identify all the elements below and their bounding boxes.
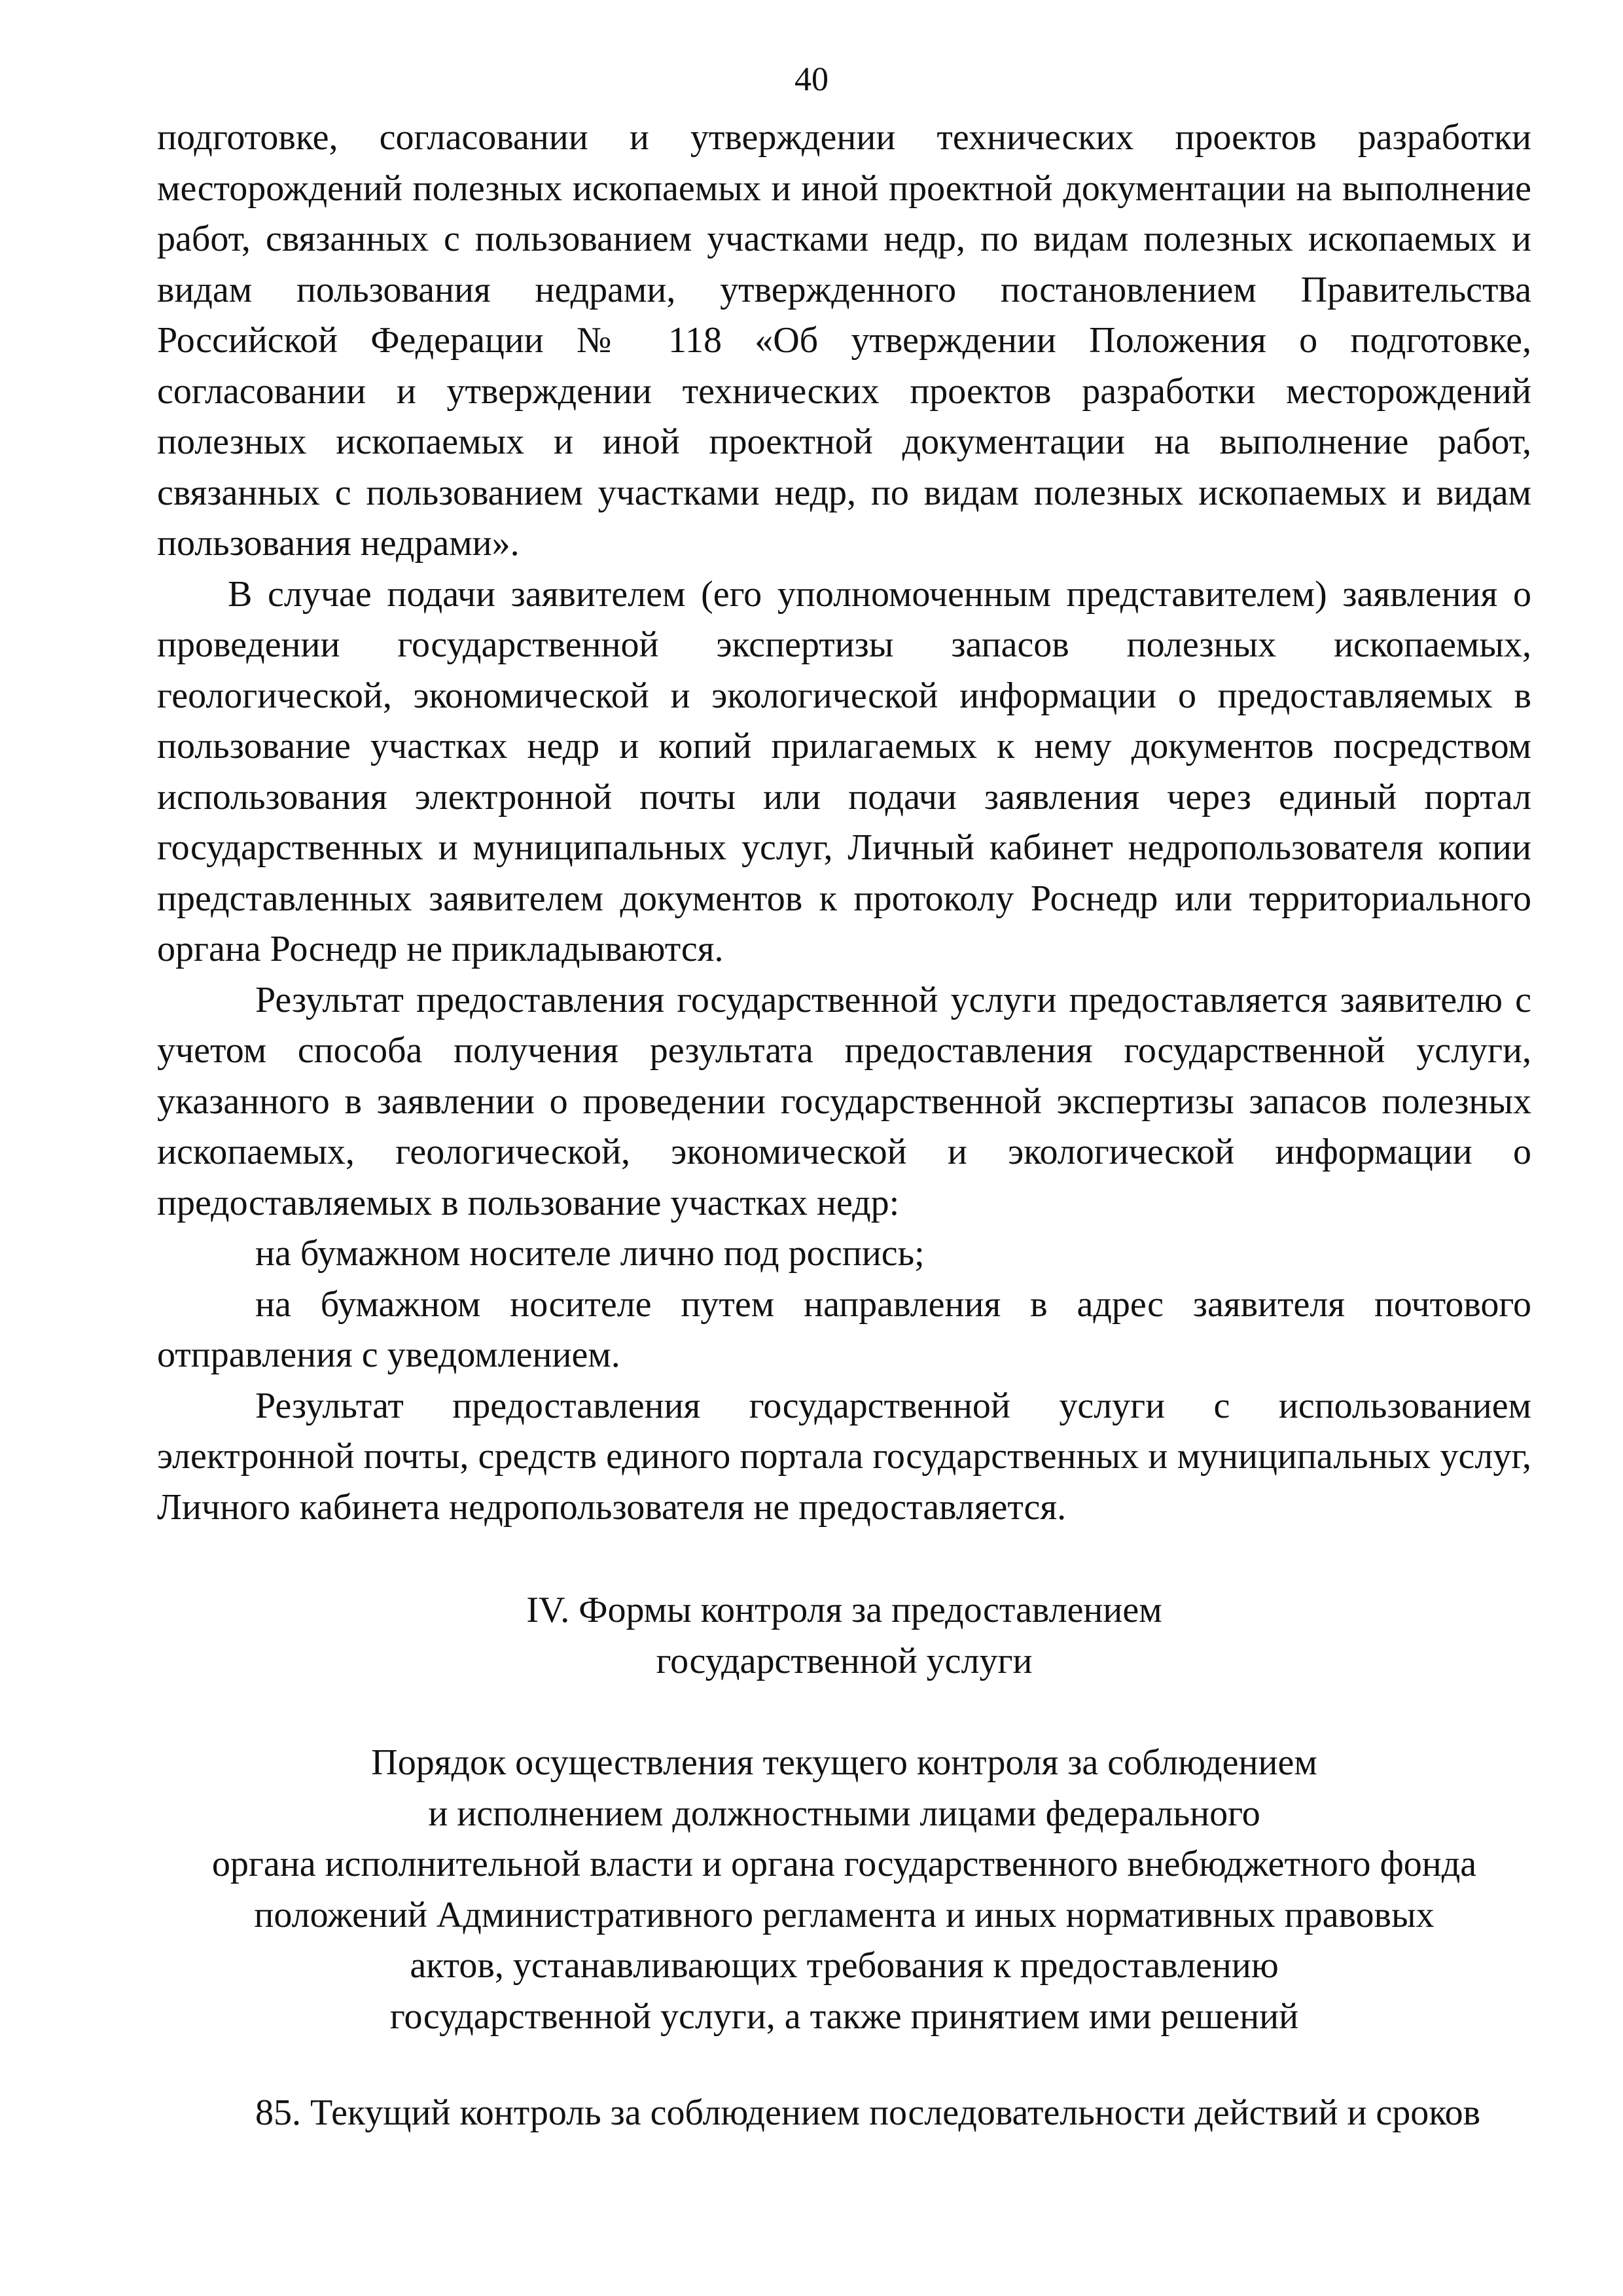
subsection-title-line-6: государственной услуги, а также принятием ими решений bbox=[389, 1996, 1299, 2037]
paragraph-result-delivery: Результат предоставления государственной услуги предоставляется заявителю с учетом способа получения результата предоставления государственной услуги, указанного в заявлении о проведении государственной экспертизы запасов полезных ископаемых, геологической, экономической и экологической информации о предоставляемых в пользование участках недр: bbox=[157, 979, 1531, 1223]
paragraph-no-electronic-result: Результат предоставления государственной услуги с использованием электронной почты, средств единого портала государственных и муниципальных услуг, Личного кабинета недропользователя не предоставляется. bbox=[157, 1385, 1531, 1528]
list-item-paper-in-person: на бумажном носителе лично под роспись; bbox=[255, 1233, 925, 1274]
subsection-title-line-3: органа исполнительной власти и органа государственного внебюджетного фонда bbox=[211, 1844, 1477, 1884]
list-item-paper-by-mail: на бумажном носителе путем направления в адрес заявителя почтового отправления с уведомлением. bbox=[157, 1283, 1531, 1375]
subsection-title-line-4: положений Административного регламента и иных нормативных правовых bbox=[254, 1894, 1435, 1935]
subsection-title-line-2: и исполнением должностными лицами федерального bbox=[428, 1793, 1260, 1834]
subsection-title-line-5: актов, устанавливающих требования к предоставлению bbox=[410, 1945, 1279, 1986]
paragraph-continuation: подготовке, согласовании и утверждении технических проектов разработки месторождений полезных ископаемых и иной проектной документации на выполнение работ, связанных с пользованием участками недр, по видам полезных ископаемых и видам пользования недрами, утвержденного постановлением Правительства Российской Федерации № 118 «Об утверждении Положения о подготовке, согласовании и утверждении технических проектов разработки месторождений полезных ископаемых и иной проектной документации на выполнение работ, связанных с пользованием участками недр, по видам полезных ископаемых и видам пользования недрами». bbox=[157, 117, 1531, 564]
page-number: 40 bbox=[794, 61, 829, 98]
section-title-line-2: государственной услуги bbox=[656, 1640, 1033, 1681]
section-title-line-1: IV. Формы контроля за предоставлением bbox=[526, 1590, 1162, 1630]
subsection-title-line-1: Порядок осуществления текущего контроля за соблюдением bbox=[371, 1742, 1317, 1783]
paragraph-85: 85. Текущий контроль за соблюдением последовательности действий и сроков bbox=[255, 2092, 1481, 2133]
spacer bbox=[157, 2042, 1531, 2088]
paragraph-electronic-submission: В случае подачи заявителем (его уполномоченным представителем) заявления о проведении государственной экспертизы запасов полезных ископаемых, геологической, экономической и экологической информации о предоставляемых в пользование участках недр и копий прилагаемых к нему документов посредством использования электронной почты или подачи заявления через единый портал государственных и муниципальных услуг, Личный кабинет недропользователя копии представленных заявителем документов к протоколу Роснедр или территориального органа Роснедр не прикладываются. bbox=[157, 573, 1531, 969]
document-body bbox=[157, 113, 1531, 2139]
spacer bbox=[157, 1533, 1531, 1585]
spacer bbox=[157, 1687, 1531, 1738]
